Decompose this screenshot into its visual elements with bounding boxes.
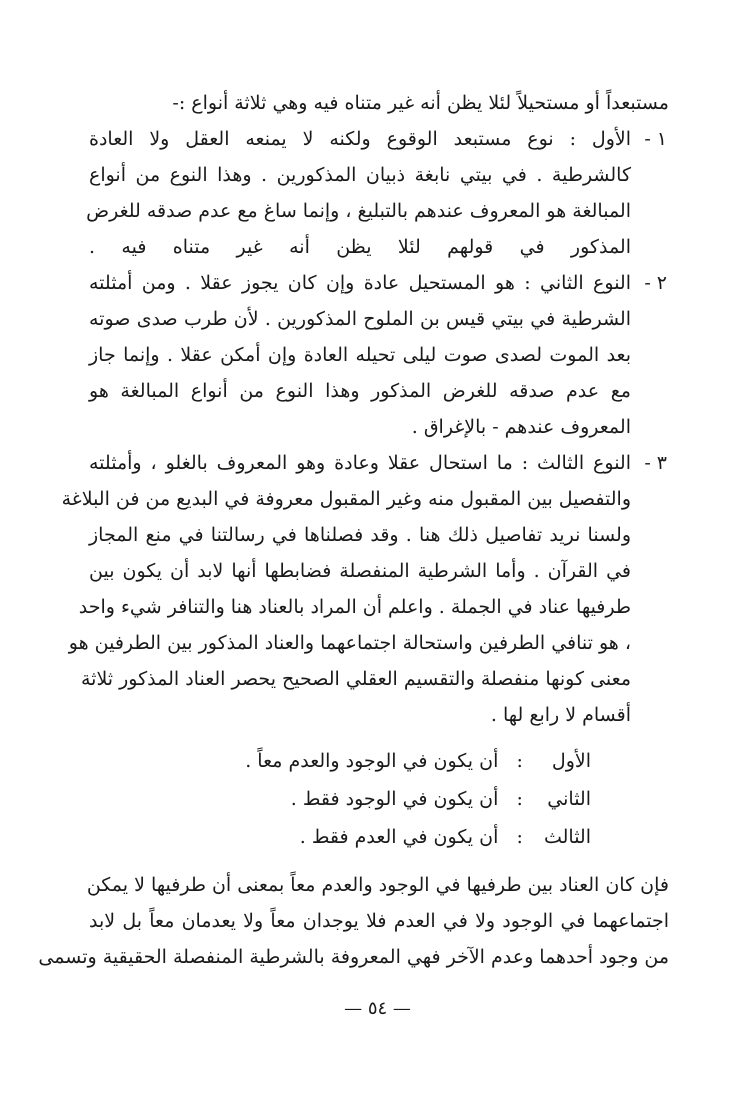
item-2-number (631, 270, 667, 296)
item-1-number (631, 126, 667, 152)
item-3-line-8: أقسام لا رابع لها . (490, 704, 631, 726)
division-label: الأول (551, 750, 591, 772)
closing-line-1: فإن كان العناد بين طرفيها في الوجود والعدم معاً بمعنى أن طرفيها لا يمكن (86, 874, 669, 896)
division-2 (291, 786, 591, 812)
item-number-label: ٣ - (644, 452, 667, 474)
item-3-line-2: والتفصيل بين المقبول منه وغير المقبول معروفة في البديع من فن البلاغة (61, 488, 631, 510)
division-separator: : (504, 826, 529, 848)
item-2-line-2: الشرطية في بيتي قيس بن الملوح المذكورين . لأن طرب صدى صوته (89, 308, 631, 330)
item-2-line-3: بعد الموت لصدى صوت ليلى تحيله العادة وإن أمكن عقلا . وإنما جاز (89, 344, 631, 366)
page-number: — ٥٤ — (344, 998, 411, 1019)
item-1-line-2: كالشرطية . في بيتي نابغة ذبيان المذكورين . وهذا النوع من أنواع (89, 164, 631, 186)
item-3-line-3: ولسنا نريد تفاصيل ذلك هنا . وقد فصلناها في رسالتنا في منع المجاز (89, 524, 631, 546)
closing-line-2: اجتماعهما في الوجود ولا في العدم فلا يوجدان معاً ولا يعدمان معاً بل لابد (89, 910, 669, 932)
item-number-label: ٢ - (644, 272, 667, 294)
item-1-line-4: المذكور في قولهم لئلا يظن أنه غير متناه فيه . (89, 236, 631, 258)
division-3 (300, 824, 591, 850)
item-3-line-1: النوع الثالث : ما استحال عقلا وعادة وهو المعروف بالغلو ، وأمثلته (89, 452, 631, 474)
division-text: أن يكون في الوجود فقط . (290, 788, 499, 810)
closing-line-3: من وجود أحدهما وعدم الآخر فهي المعروفة بالشرطية المنفصلة الحقيقية وتسمى (38, 946, 669, 968)
item-2-line-5: المعروف عندهم - بالإغراق . (411, 416, 631, 438)
division-separator: : (504, 750, 529, 772)
intro-line: مستبعداً أو مستحيلاً لئلا يظن أنه غير متناه فيه وهي ثلاثة أنواع :- (172, 92, 669, 114)
item-2-line-1: النوع الثاني : هو المستحيل عادة وإن كان يجوز عقلا . ومن أمثلته (89, 272, 631, 294)
division-1 (245, 748, 591, 774)
item-3-line-6: ، هو تنافي الطرفين واستحالة اجتماعهما والعناد المذكور بين الطرفين هو (68, 632, 631, 654)
item-1-line-1: الأول : نوع مستبعد الوقوع ولكنه لا يمنعه العقل ولا العادة (89, 128, 631, 150)
item-1-line-3: المبالغة هو المعروف عندهم بالتبليغ ، وإنما ساغ مع عدم صدقه للغرض (86, 200, 631, 222)
item-3-line-7: معنى كونها منفصلة والتقسيم العقلي الصحيح يحصر العناد المذكور ثلاثة (80, 668, 631, 690)
division-separator: : (504, 788, 529, 810)
item-3-line-5: طرفيها عناد في الجملة . واعلم أن المراد بالعناد هنا والتنافر شيء واحد (78, 596, 631, 618)
division-label: الثاني (547, 788, 591, 810)
item-2-line-4: مع عدم صدقه للغرض المذكور وهذا النوع من أنواع المبالغة هو (89, 380, 631, 402)
division-text: أن يكون في الوجود والعدم معاً . (245, 750, 499, 772)
item-number-label: ١ - (644, 128, 667, 150)
item-3-line-4: في القرآن . وأما الشرطية المنفصلة فضابطها أنها لابد أن يكون بين (89, 560, 631, 582)
division-text: أن يكون في العدم فقط . (299, 826, 499, 848)
division-label: الثالث (543, 826, 591, 848)
item-3-number (631, 450, 667, 476)
